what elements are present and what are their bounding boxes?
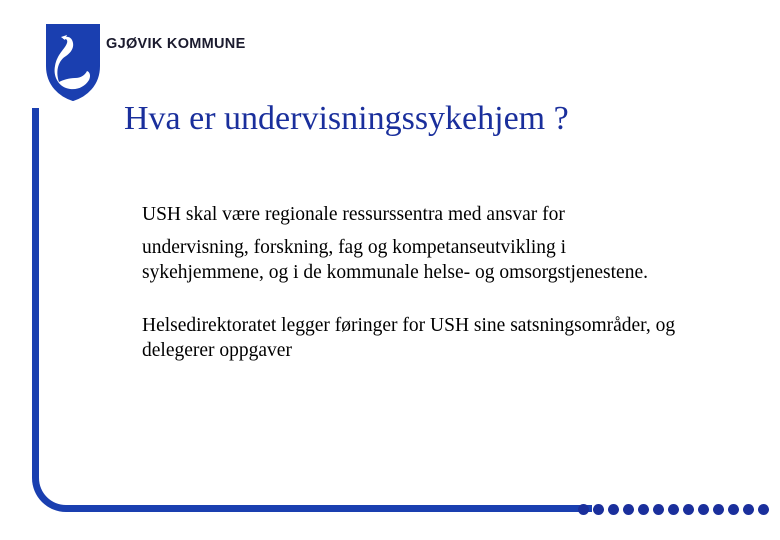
slide-body <box>142 202 682 391</box>
organization-name: GJØVIK KOMMUNE <box>106 36 246 52</box>
footer-dot <box>623 504 634 515</box>
footer-dot <box>728 504 739 515</box>
paragraph-1-rest: undervisning, forskning, fag og kompetanseutvikling i sykehjemmene, og i de kommunale helse- og omsorgstjenestene. <box>142 237 648 283</box>
footer-dot <box>713 504 724 515</box>
swan-coat-of-arms-icon <box>44 22 102 102</box>
paragraph-2: Helsedirektoratet legger føringer for USH sine satsningsområder, og delegerer oppgaver <box>142 315 676 361</box>
footer-dot <box>668 504 679 515</box>
footer-dot <box>698 504 709 515</box>
footer-dot <box>758 504 769 515</box>
footer-dots <box>578 500 769 518</box>
footer-dot <box>683 504 694 515</box>
slide-title: Hva er undervisningssykehjem ? <box>124 100 569 137</box>
paragraph-1-lead: USH skal være regionale ressurssentra med ansvar for <box>142 204 565 225</box>
footer-dot <box>593 504 604 515</box>
footer-dot <box>743 504 754 515</box>
footer-dot <box>578 504 589 515</box>
footer-dot <box>653 504 664 515</box>
footer-dot <box>608 504 619 515</box>
footer-dot <box>638 504 649 515</box>
